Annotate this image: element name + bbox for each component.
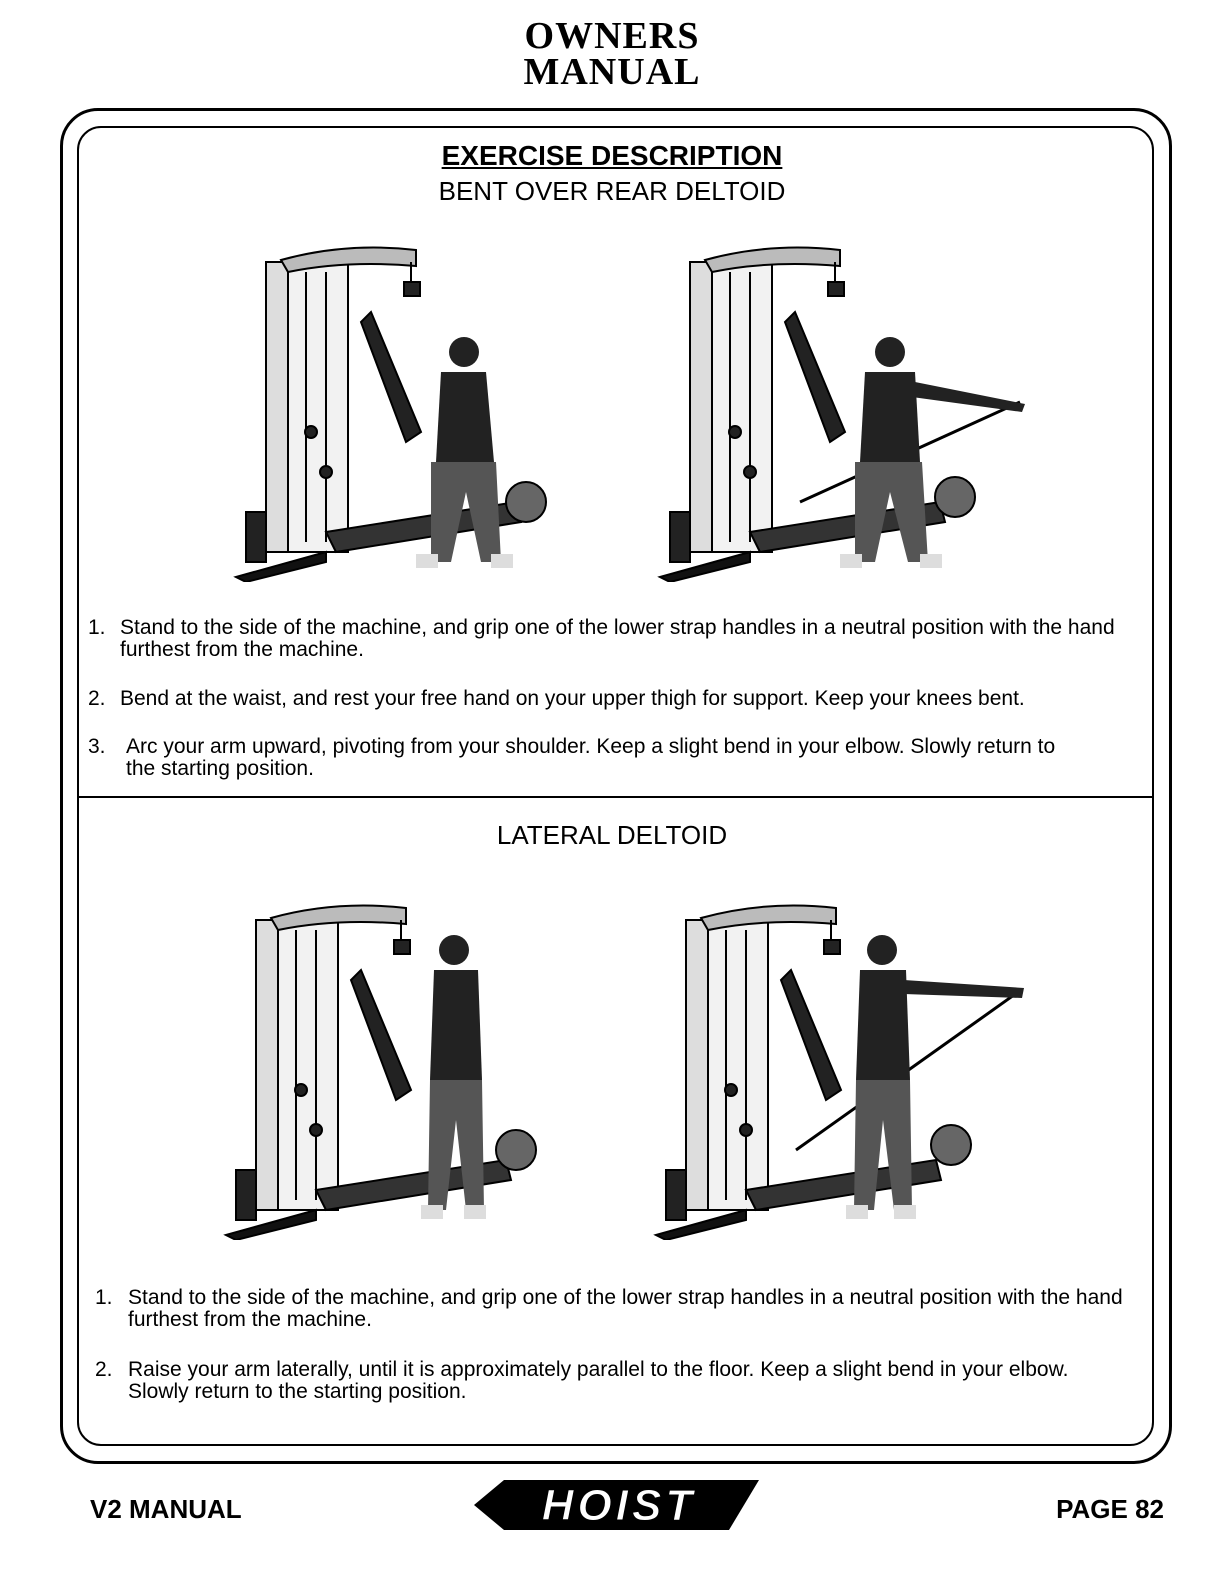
step-number: 1. <box>95 1286 113 1309</box>
step-number: 3. <box>88 735 106 758</box>
exercise2-name: LATERAL DELTOID <box>496 820 728 850</box>
exercise1-step-2 <box>88 688 1148 710</box>
section-divider <box>77 796 1154 798</box>
exercise1-end-photo <box>650 232 1030 582</box>
exercise1-step-3 <box>88 736 1088 780</box>
exercise2-start-photo <box>216 890 546 1240</box>
footer-page-number: PAGE 82 <box>1056 1494 1164 1524</box>
exercise1-step-1 <box>88 617 1148 661</box>
exercise1-name: BENT OVER REAR DELTOID <box>438 176 786 206</box>
footer-manual-label: V2 MANUAL <box>90 1494 242 1524</box>
step-text: Stand to the side of the machine, and grip one of the lower strap handles in a neutral position with the hand furthest from the machine. <box>120 616 1115 661</box>
step-text: Arc your arm upward, pivoting from your shoulder. Keep a slight bend in your elbow. Slowly return to the starting position. <box>126 735 1056 780</box>
hoist-logo <box>474 1470 764 1540</box>
exercise2-step-1 <box>95 1287 1125 1331</box>
header-manual: MANUAL <box>523 51 701 93</box>
section-title: EXERCISE DESCRIPTION <box>441 140 783 171</box>
step-number: 2. <box>88 687 106 710</box>
step-text: Stand to the side of the machine, and grip one of the lower strap handles in a neutral position with the hand furthest from the machine. <box>128 1286 1123 1331</box>
exercise1-start-photo <box>226 232 556 582</box>
step-text: Bend at the waist, and rest your free hand on your upper thigh for support. Keep your knees bent. <box>120 687 1025 710</box>
exercise2-end-photo <box>646 890 1036 1240</box>
step-number: 2. <box>95 1358 113 1381</box>
header-owners: OWNERS <box>524 15 700 57</box>
exercise2-step-2 <box>95 1359 1125 1403</box>
step-text: Raise your arm laterally, until it is approximately parallel to the floor. Keep a slight bend in your elbow. Slowly return to the starting position. <box>128 1358 1069 1403</box>
logo-text: HOIST <box>541 1481 697 1530</box>
step-number: 1. <box>88 616 106 639</box>
